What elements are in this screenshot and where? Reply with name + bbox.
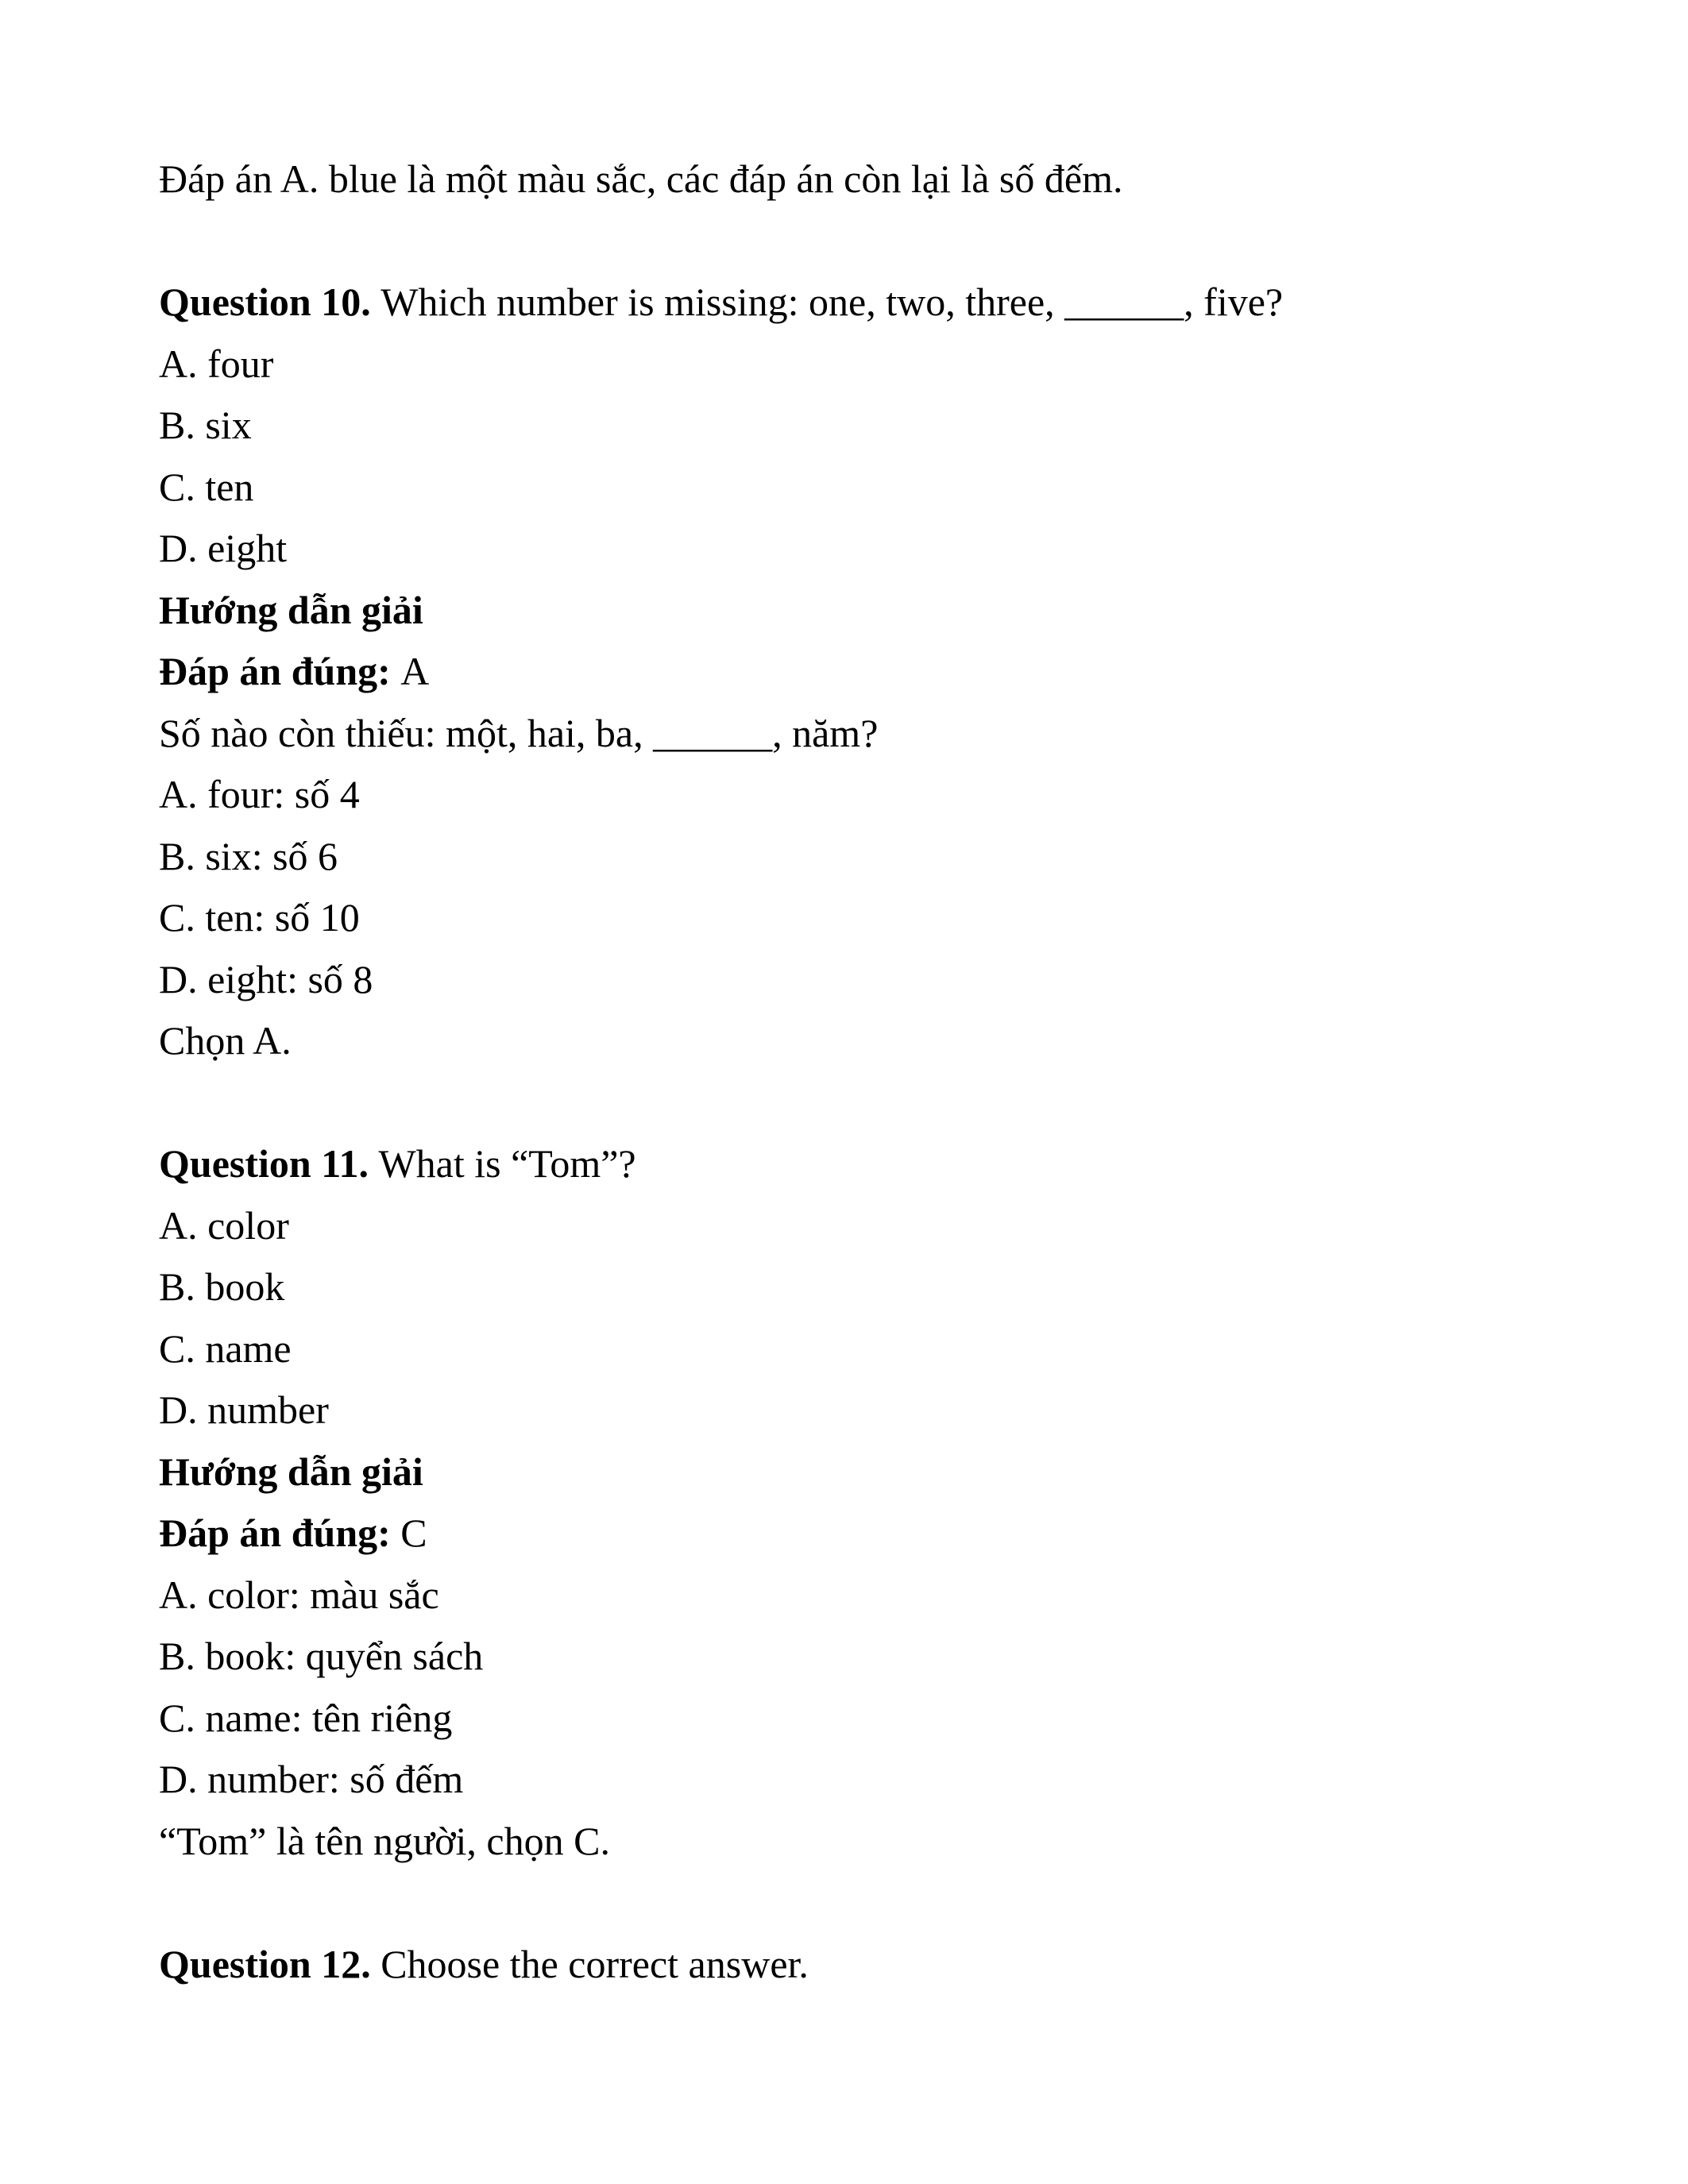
q10-option-d-text: D. eight bbox=[159, 526, 288, 570]
q10-conclusion bbox=[159, 1010, 1561, 1072]
q10-option-b bbox=[159, 395, 1561, 457]
q10-label: Question 10. bbox=[159, 280, 381, 324]
q11-option-c bbox=[159, 1318, 1561, 1380]
q11-option-d-text: D. number bbox=[159, 1387, 329, 1432]
q10-conclusion-text: Chọn A. bbox=[159, 1018, 292, 1063]
q10-guide-heading-text: Hướng dẫn giải bbox=[159, 587, 423, 632]
q10-option-d bbox=[159, 518, 1561, 580]
q10-option-c bbox=[159, 457, 1561, 519]
q11-conclusion-text: “Tom” là tên người, chọn C. bbox=[159, 1818, 610, 1863]
q12-question-text: Choose the correct answer. bbox=[380, 1941, 809, 1986]
q11-explanation-c bbox=[159, 1688, 1561, 1750]
q11-guide-heading-text: Hướng dẫn giải bbox=[159, 1449, 423, 1494]
q10-explanation-c-text: C. ten: số 10 bbox=[159, 895, 360, 940]
blank-line bbox=[159, 1072, 1561, 1134]
blank-line bbox=[159, 210, 1561, 272]
q10-explanation-d bbox=[159, 949, 1561, 1011]
q11-answer-label: Đáp án đúng: bbox=[159, 1511, 401, 1555]
q10-answer-label: Đáp án đúng: bbox=[159, 649, 401, 693]
q10-explanation-c bbox=[159, 887, 1561, 949]
q11-heading bbox=[159, 1133, 1561, 1195]
q11-explanation-b-text: B. book: quyển sách bbox=[159, 1634, 484, 1678]
q12-heading bbox=[159, 1934, 1561, 1996]
q11-option-d bbox=[159, 1379, 1561, 1441]
q10-explanation-a bbox=[159, 764, 1561, 826]
q11-option-c-text: C. name bbox=[159, 1325, 292, 1371]
q10-heading bbox=[159, 272, 1561, 334]
q10-correct-answer bbox=[159, 641, 1561, 703]
q11-answer-value: C bbox=[400, 1511, 427, 1555]
q11-explanation-a-text: A. color: màu sắc bbox=[159, 1572, 439, 1617]
q11-explanation-a bbox=[159, 1565, 1561, 1626]
blank-line bbox=[159, 1872, 1561, 1934]
q11-option-b bbox=[159, 1256, 1561, 1318]
q11-label: Question 11. bbox=[159, 1141, 379, 1186]
q10-question-text: Which number is missing: one, two, three, ______, five? bbox=[380, 280, 1284, 324]
q10-explanation-a-text: A. four: số 4 bbox=[159, 772, 360, 816]
q11-explanation-b bbox=[159, 1626, 1561, 1688]
q10-explanation-d-text: D. eight: số 8 bbox=[159, 956, 373, 1001]
q11-explanation-d bbox=[159, 1749, 1561, 1811]
q10-answer-value: A bbox=[400, 649, 430, 693]
q10-option-a-text: A. four bbox=[159, 341, 274, 386]
q11-option-b-text: B. book bbox=[159, 1264, 285, 1309]
q11-option-a-text: A. color bbox=[159, 1202, 289, 1248]
q10-translation bbox=[159, 703, 1561, 765]
q10-guide-heading bbox=[159, 580, 1561, 642]
q9-answer-note bbox=[159, 149, 1561, 210]
q11-question-text: What is “Tom”? bbox=[378, 1141, 636, 1186]
q9-answer-note-text: Đáp án A. blue là một màu sắc, các đáp án còn lại là số đếm. bbox=[159, 156, 1123, 201]
q11-explanation-c-text: C. name: tên riêng bbox=[159, 1695, 453, 1740]
q10-option-b-text: B. six bbox=[159, 403, 252, 447]
q11-explanation-d-text: D. number: số đếm bbox=[159, 1757, 464, 1801]
q12-label: Question 12. bbox=[159, 1941, 381, 1986]
q10-option-c-text: C. ten bbox=[159, 464, 254, 509]
q10-explanation-b bbox=[159, 826, 1561, 888]
q10-explanation-b-text: B. six: số 6 bbox=[159, 833, 338, 878]
q11-correct-answer bbox=[159, 1503, 1561, 1565]
q11-guide-heading bbox=[159, 1441, 1561, 1503]
q10-translation-text: Số nào còn thiếu: một, hai, ba, ______, năm? bbox=[159, 710, 879, 755]
q11-conclusion bbox=[159, 1811, 1561, 1873]
q11-option-a bbox=[159, 1195, 1561, 1257]
q10-option-a bbox=[159, 334, 1561, 396]
